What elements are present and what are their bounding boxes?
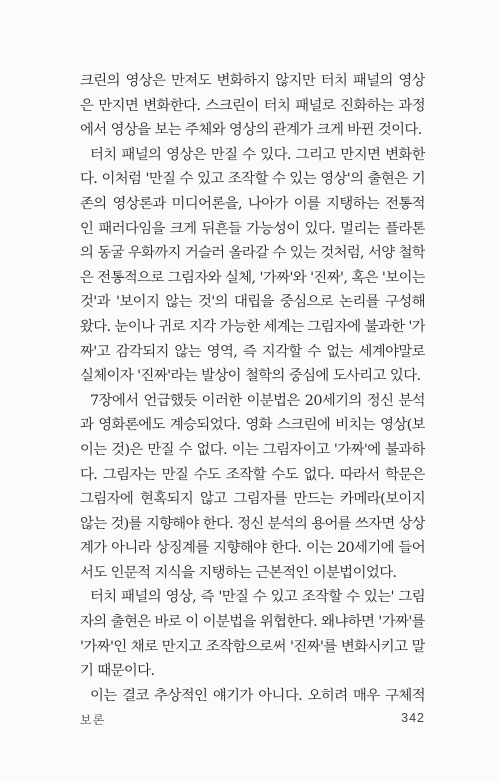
- text-line: 은 전통적으로 그림자와 실체, '가짜'와 '진짜', 혹은 '보이는: [80, 269, 425, 286]
- text-line: 은 만지면 변화한다. 스크린이 터치 패널로 진화하는 과정: [80, 97, 425, 114]
- running-footer-section: 보론: [80, 713, 106, 727]
- text-line: 기 때문이다.: [80, 663, 155, 680]
- text-line: 그림자에 현혹되지 않고 그림자를 만드는 카메라(보이지: [80, 491, 425, 508]
- text-line: 7장에서 언급했듯 이러한 이분법은 20세기의 정신 분석: [90, 392, 425, 409]
- text-line: '가짜'인 채로 만지고 조작함으로써 '진짜'를 변화시키고 말: [80, 638, 425, 655]
- text-line: 자의 출현은 바로 이 이분법을 위협한다. 왜냐하면 '가짜'를: [80, 614, 425, 631]
- text-line: 것'과 '보이지 않는 것'의 대립을 중심으로 논리를 구성해: [80, 294, 425, 311]
- page-number: 342: [401, 711, 425, 725]
- text-line: 짜'고 감각되지 않는 영역, 즉 지각할 수 없는 세계야말로: [80, 343, 425, 360]
- text-line: 왔다. 눈이나 귀로 지각 가능한 세계는 그림자에 불과한 '가: [80, 318, 425, 335]
- text-line: 않는 것)를 지향해야 한다. 정신 분석의 용어를 쓰자면 상상: [80, 515, 425, 532]
- text-line: 서도 인문적 지식을 지탱하는 근본적인 이분법이었다.: [80, 564, 397, 581]
- text-line: 다. 이처럼 '만질 수 있고 조작할 수 있는 영상'의 출현은 기: [80, 171, 425, 188]
- text-line: 터치 패널의 영상, 즉 '만질 수 있고 조작할 수 있는' 그림: [90, 589, 425, 606]
- text-line: 에서 영상을 보는 주체와 영상의 관계가 크게 바뀐 것이다.: [80, 122, 422, 139]
- text-line: 크린의 영상은 만져도 변화하지 않지만 터치 패널의 영상: [80, 73, 425, 89]
- text-line: 계가 아니라 상징계를 지향해야 한다. 이는 20세기에 들어: [80, 540, 425, 557]
- text-line: 이는 것)은 만질 수 없다. 이는 그림자이고 '가짜'에 불과하: [80, 441, 425, 458]
- text-line: 과 영화론에도 계승되었다. 영화 스크린에 비치는 영상(보: [80, 417, 425, 434]
- text-line: 터치 패널의 영상은 만질 수 있다. 그리고 만지면 변화한: [90, 146, 425, 163]
- text-line: 존의 영상론과 미디어론을, 나아가 이를 지탱하는 전통적: [80, 195, 425, 212]
- text-line: 인 패러다임을 크게 뒤흔들 가능성이 있다. 멀리는 플라톤: [80, 220, 425, 237]
- text-line: 다. 그림자는 만질 수도 조작할 수도 없다. 따라서 학문은: [80, 466, 425, 483]
- text-line: 실체이자 '진짜'라는 발상이 철학의 중심에 도사리고 있다.: [80, 368, 421, 385]
- text-line: 의 동굴 우화까지 거슬러 올라갈 수 있는 것처럼, 서양 철학: [80, 245, 425, 262]
- body-text: [80, 69, 425, 708]
- text-line: 이는 결코 추상적인 얘기가 아니다. 오히려 매우 구체적: [90, 687, 425, 704]
